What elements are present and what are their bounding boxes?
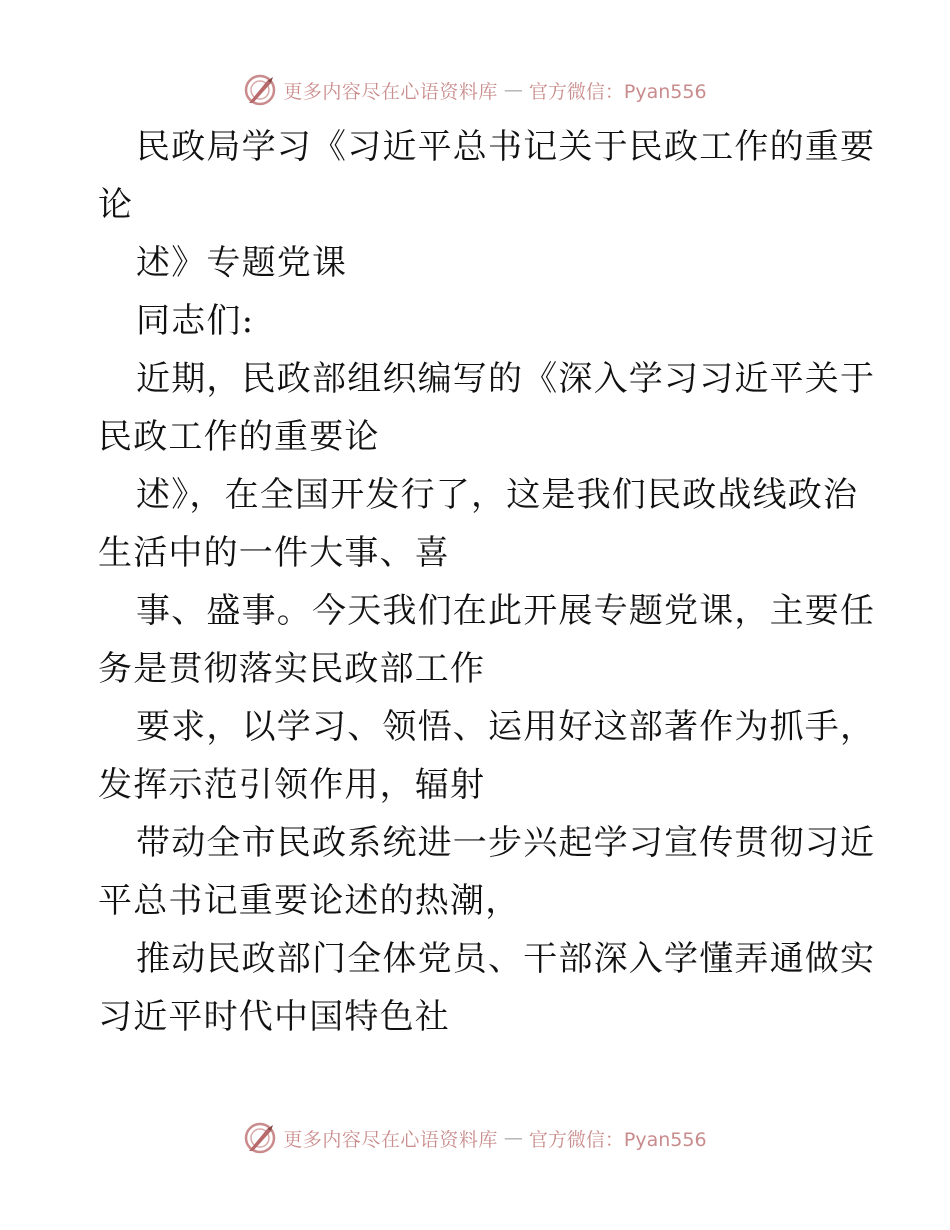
- quill-pen-logo-icon: [243, 73, 277, 107]
- text-line: 要求，以学习、领悟、运用好这部著作为抓手，: [136, 707, 876, 747]
- text-line: 生活中的一件大事、喜: [98, 533, 450, 573]
- watermark-text: 更多内容尽在心语资料库: [283, 80, 498, 103]
- text-line: 平总书记重要论述的热潮，: [98, 881, 521, 921]
- header-watermark: [0, 70, 950, 110]
- text-line: 述》，在全国开发行了，这是我们民政战线政治: [136, 475, 859, 515]
- footer-watermark: [0, 1118, 950, 1158]
- watermark-contact: 官方微信：Pyan556: [528, 80, 707, 103]
- text-line: 事、盛事。今天我们在此开展专题党课，主要任: [136, 591, 876, 631]
- quill-pen-logo-icon: [243, 1121, 277, 1155]
- text-line: 述》专题党课: [136, 243, 348, 283]
- document-body: [98, 118, 876, 1046]
- watermark-text: 更多内容尽在心语资料库: [283, 1128, 498, 1151]
- watermark-contact: 官方微信：Pyan556: [528, 1128, 707, 1151]
- text-line: 带动全市民政系统进一步兴起学习宣传贯彻习近: [136, 823, 876, 863]
- text-line: 近期，民政部组织编写的《深入学习习近平关于: [136, 359, 876, 399]
- watermark-separator: —: [503, 79, 523, 101]
- text-line: 习近平时代中国特色社: [98, 997, 450, 1037]
- text-line: 务是贯彻落实民政部工作: [98, 649, 486, 689]
- watermark-separator: —: [503, 1127, 523, 1149]
- text-line: 发挥示范引领作用，辐射: [98, 765, 486, 805]
- text-line: 论: [98, 185, 134, 225]
- text-line: 民政工作的重要论: [98, 417, 380, 457]
- text-line: 同志们:: [136, 301, 255, 341]
- text-line: 推动民政部门全体党员、干部深入学懂弄通做实: [136, 939, 876, 979]
- text-line: 民政局学习《习近平总书记关于民政工作的重要: [136, 127, 876, 167]
